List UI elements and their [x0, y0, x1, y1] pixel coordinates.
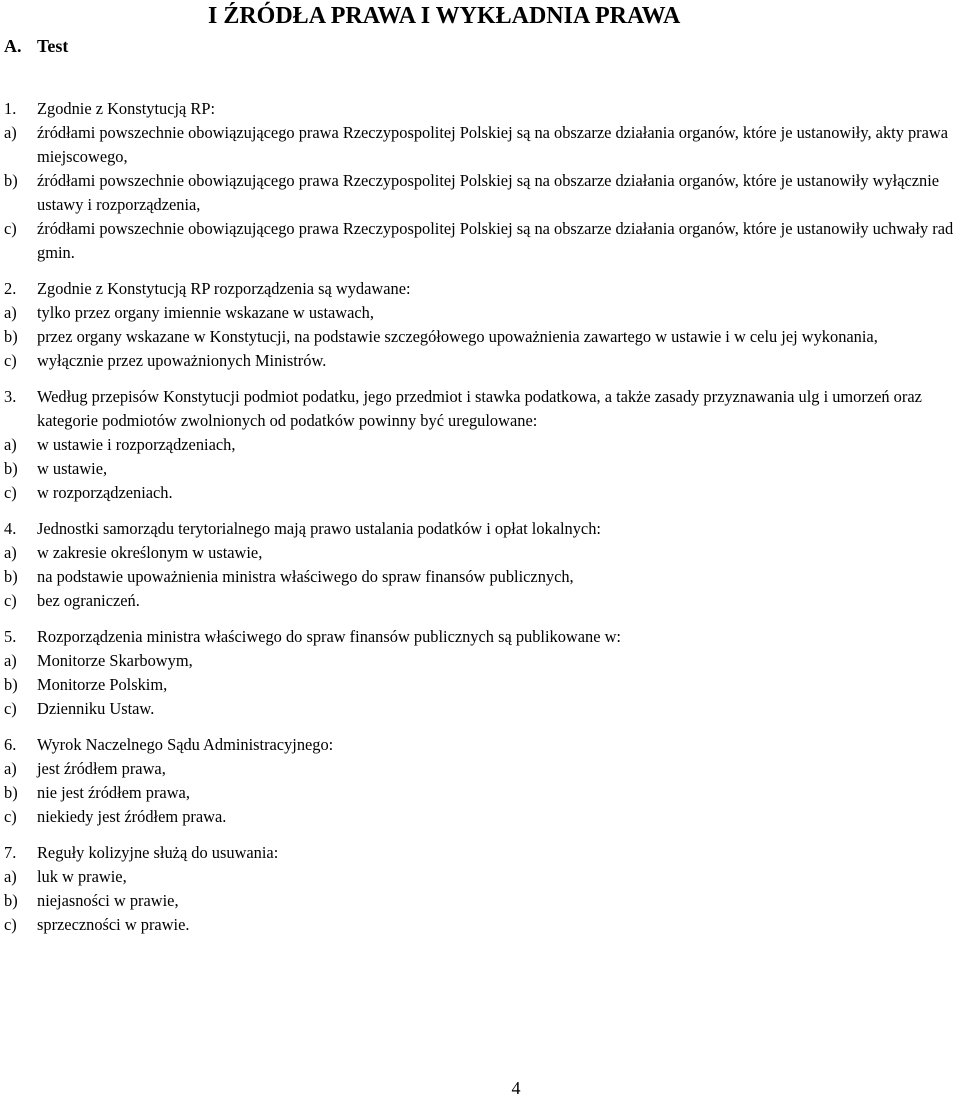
option-label: a): [4, 435, 17, 454]
question-stem: [0, 97, 960, 121]
option-text: nie jest źródłem prawa,: [37, 783, 190, 802]
answer-option: [0, 565, 960, 589]
question-4: [0, 517, 960, 613]
question-stem: [0, 517, 960, 541]
option-text: bez ograniczeń.: [37, 591, 140, 610]
option-text: Monitorze Skarbowym,: [37, 651, 193, 670]
option-label: a): [4, 651, 17, 670]
option-label: c): [4, 699, 17, 718]
option-text: na podstawie upoważnienia ministra właściwego do spraw finansów publicznych,: [37, 567, 574, 586]
option-text: Monitorze Polskim,: [37, 675, 168, 694]
section-name: Test: [37, 36, 69, 56]
section-letter: A.: [4, 36, 22, 56]
question-1: [0, 97, 960, 265]
answer-option: [0, 805, 960, 829]
option-text: źródłami powszechnie obowiązującego prawa Rzeczypospolitej Polskiej są na obszarze działania organów, które je ustanowiły wyłącznie ustawy i rozporządzenia,: [37, 171, 940, 214]
answer-option: [0, 589, 960, 613]
answer-option: [0, 697, 960, 721]
question-stem: [0, 733, 960, 757]
answer-option: [0, 169, 960, 217]
option-text: w ustawie,: [37, 459, 108, 478]
option-label: a): [4, 123, 17, 142]
option-text: źródłami powszechnie obowiązującego prawa Rzeczypospolitej Polskiej są na obszarze działania organów, które je ustanowiły, akty prawa miejscowego,: [37, 123, 949, 166]
option-label: a): [4, 303, 17, 322]
answer-option: [0, 865, 960, 889]
question-number: 7.: [4, 843, 17, 862]
option-label: a): [4, 759, 17, 778]
page-title: I ŹRÓDŁA PRAWA I WYKŁADNIA PRAWA: [208, 3, 681, 29]
answer-option: [0, 217, 960, 265]
question-number: 6.: [4, 735, 17, 754]
question-stem: [0, 277, 960, 301]
option-text: w rozporządzeniach.: [37, 483, 173, 502]
option-label: c): [4, 351, 17, 370]
option-label: a): [4, 867, 17, 886]
option-label: c): [4, 915, 17, 934]
option-text: niekiedy jest źródłem prawa.: [37, 807, 227, 826]
question-2: [0, 277, 960, 373]
page-number: [36, 1078, 960, 1099]
option-text: niejasności w prawie,: [37, 891, 179, 910]
answer-option: [0, 673, 960, 697]
option-text: wyłącznie przez upoważnionych Ministrów.: [37, 351, 327, 370]
answer-option: [0, 649, 960, 673]
option-text: przez organy wskazane w Konstytucji, na podstawie szczegółowego upoważnienia zawartego w ustawie i w celu jej wykonania,: [37, 327, 878, 346]
option-label: b): [4, 891, 18, 910]
option-text: w zakresie określonym w ustawie,: [37, 543, 263, 562]
option-label: b): [4, 783, 18, 802]
answer-option: [0, 781, 960, 805]
option-text: sprzeczności w prawie.: [37, 915, 190, 934]
question-text: Jednostki samorządu terytorialnego mają prawo ustalania podatków i opłat lokalnych:: [37, 519, 601, 538]
question-number: 5.: [4, 627, 17, 646]
option-label: b): [4, 567, 18, 586]
question-7: [0, 841, 960, 937]
answer-option: [0, 913, 960, 937]
option-label: c): [4, 591, 17, 610]
question-number: 2.: [4, 279, 17, 298]
section-heading: [4, 36, 68, 57]
question-text: Zgodnie z Konstytucją RP rozporządzenia są wydawane:: [37, 279, 411, 298]
answer-option: [0, 349, 960, 373]
question-text: Rozporządzenia ministra właściwego do spraw finansów publicznych są publikowane w:: [37, 627, 621, 646]
option-text: luk w prawie,: [37, 867, 127, 886]
option-label: c): [4, 219, 17, 238]
answer-option: [0, 433, 960, 457]
page-number-text: 4: [511, 1078, 521, 1098]
option-text: Dzienniku Ustaw.: [37, 699, 155, 718]
option-label: c): [4, 807, 17, 826]
question-list: [0, 97, 960, 949]
question-stem: [0, 625, 960, 649]
question-text: Według przepisów Konstytucji podmiot podatku, jego przedmiot i stawka podatkowa, a także zasady przyznawania ulg i umorzeń oraz kategorie podmiotów zwolnionych od podatków powinny być uregulowane:: [37, 387, 922, 430]
option-label: b): [4, 327, 18, 346]
question-stem: [0, 385, 960, 433]
question-stem: [0, 841, 960, 865]
question-number: 4.: [4, 519, 17, 538]
answer-option: [0, 541, 960, 565]
question-text: Reguły kolizyjne służą do usuwania:: [37, 843, 279, 862]
answer-option: [0, 325, 960, 349]
question-6: [0, 733, 960, 829]
question-3: [0, 385, 960, 505]
option-label: b): [4, 459, 18, 478]
question-text: Wyrok Naczelnego Sądu Administracyjnego:: [37, 735, 334, 754]
option-text: jest źródłem prawa,: [37, 759, 166, 778]
answer-option: [0, 757, 960, 781]
option-label: a): [4, 543, 17, 562]
option-text: źródłami powszechnie obowiązującego prawa Rzeczypospolitej Polskiej są na obszarze działania organów, które je ustanowiły uchwały rad gmin.: [37, 219, 954, 262]
option-label: b): [4, 171, 18, 190]
question-number: 1.: [4, 99, 17, 118]
page-header: [0, 0, 960, 60]
option-label: c): [4, 483, 17, 502]
answer-option: [0, 301, 960, 325]
answer-option: [0, 457, 960, 481]
option-text: w ustawie i rozporządzeniach,: [37, 435, 236, 454]
option-text: tylko przez organy imiennie wskazane w ustawach,: [37, 303, 374, 322]
question-number: 3.: [4, 387, 17, 406]
answer-option: [0, 481, 960, 505]
answer-option: [0, 889, 960, 913]
option-label: b): [4, 675, 18, 694]
question-text: Zgodnie z Konstytucją RP:: [37, 99, 216, 118]
answer-option: [0, 121, 960, 169]
question-5: [0, 625, 960, 721]
